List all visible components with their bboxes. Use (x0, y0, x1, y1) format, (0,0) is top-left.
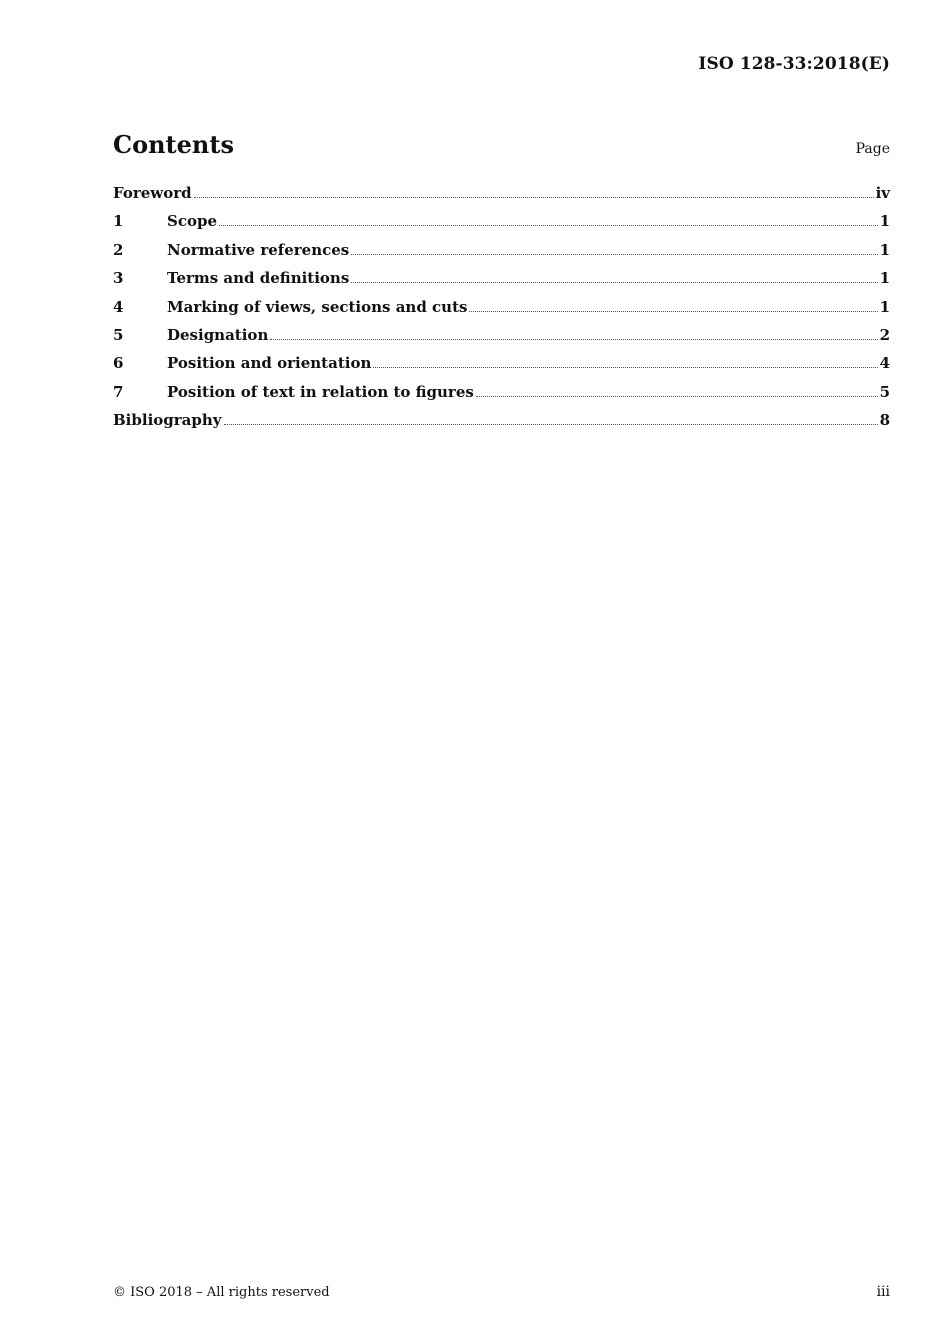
toc-entry-title: Position of text in relation to figures (167, 382, 474, 401)
toc-entry-title: Foreword (113, 184, 192, 202)
toc-entry-page: 1 (879, 212, 890, 231)
toc-entry-title: Position and orientation (167, 354, 372, 373)
toc-entry-designation[interactable] (113, 326, 890, 354)
dot-leader (194, 196, 874, 198)
dot-leader (219, 224, 878, 226)
dot-leader (351, 281, 877, 283)
toc-entry-number: 3 (113, 269, 124, 288)
dot-leader (270, 338, 877, 340)
page-number: iii (876, 1284, 890, 1300)
contents-title: Contents (113, 130, 234, 159)
table-of-contents (113, 184, 890, 440)
toc-entry-title: Marking of views, sections and cuts (167, 297, 468, 316)
toc-entry-page: iv (875, 184, 890, 202)
toc-entry-page: 5 (879, 382, 890, 401)
toc-entry-terms-and-definitions[interactable] (113, 269, 890, 297)
toc-entry-normative-references[interactable] (113, 241, 890, 269)
toc-entry-position-and-orientation[interactable] (113, 354, 890, 382)
toc-entry-page: 2 (879, 325, 890, 344)
toc-entry-number: 4 (113, 297, 124, 316)
toc-entry-title: Terms and definitions (167, 269, 350, 288)
toc-entry-number: 6 (113, 354, 124, 373)
dot-leader (469, 310, 877, 312)
toc-entry-bibliography[interactable] (113, 411, 890, 439)
contents-header (113, 130, 890, 164)
toc-entry-scope[interactable] (113, 212, 890, 240)
toc-entry-page: 1 (879, 269, 890, 288)
dot-leader (476, 395, 878, 397)
toc-entry-number: 2 (113, 240, 124, 259)
toc-entry-foreword[interactable] (113, 184, 890, 212)
toc-entry-number: 5 (113, 325, 124, 344)
toc-entry-title: Scope (167, 212, 218, 231)
toc-entry-page: 4 (879, 354, 890, 373)
toc-entry-title: Normative references (167, 240, 350, 259)
toc-entry-position-of-text[interactable] (113, 383, 890, 411)
document-identifier: ISO 128-33:2018(E) (698, 54, 890, 74)
dot-leader (224, 423, 878, 425)
dot-leader (351, 253, 877, 255)
page-column-label: Page (855, 141, 890, 157)
toc-entry-number: 1 (113, 212, 124, 231)
toc-entry-title: Bibliography (113, 411, 222, 430)
toc-entry-number: 7 (113, 382, 124, 401)
dot-leader (373, 366, 877, 368)
toc-entry-page: 8 (879, 411, 890, 430)
toc-entry-marking-of-views[interactable] (113, 298, 890, 326)
toc-entry-title: Designation (167, 325, 269, 344)
toc-entry-page: 1 (879, 240, 890, 259)
copyright-notice: © ISO 2018 – All rights reserved (113, 1285, 330, 1300)
toc-entry-page: 1 (879, 297, 890, 316)
